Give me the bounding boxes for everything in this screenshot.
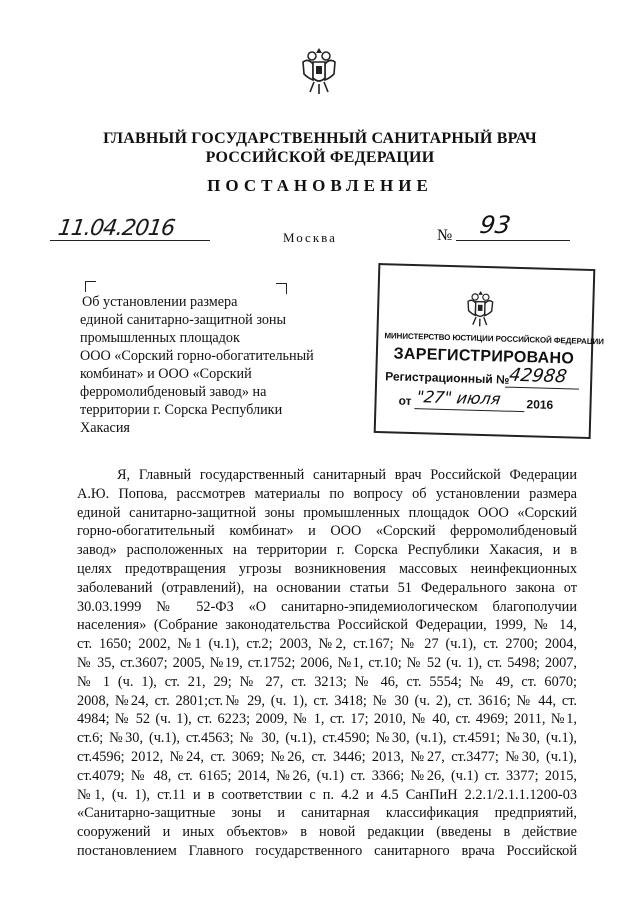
stamp-year: 2016 <box>526 397 554 412</box>
subject-line: Хакасия <box>80 420 130 436</box>
subject-line: ферромолибденовый завод» на <box>80 384 267 400</box>
body-line: «Санитарно-защитные зоны и санитарная классификация предприятий, <box>77 805 577 822</box>
body-line: ст.4079; № 48, ст. 6165; 2014, №26, (ч.1) ст. 3366; №26, (ч.1) ст. 3377; 2015, <box>77 767 577 784</box>
issuer-title-line1: ГЛАВНЫЙ ГОСУДАРСТВЕННЫЙ САНИТАРНЫЙ ВРАЧ <box>103 130 537 147</box>
body-line: 4984; № 52 (ч. 1), ст. 6223; 2009, № 1, ст. 17; 2010, № 40, ст. 4969; 2011, №1, <box>77 711 577 728</box>
body-line: №1, (ч. 1), ст.11 и в соответствии с п. 4.2 и 4.5 СанПиН 2.2.1/2.1.1.1200-03 <box>77 786 577 803</box>
document-number: 93 <box>478 211 513 239</box>
body-line: № 1 (ч. 1), ст. 21, 29; № 27, ст. 3213; № 46, ст. 5554; № 49, ст. 6070; <box>77 673 577 690</box>
document-date: 11.04.2016 <box>56 216 176 241</box>
stamp-date-handwritten: "27" июля <box>415 387 503 409</box>
stamp-date-prefix: от <box>398 393 412 408</box>
coat-of-arms-icon <box>300 44 338 96</box>
subject-line: комбинат» и ООО «Сорский <box>80 366 252 382</box>
body-line: населения» (Собрание законодательства Российской Федерации, 1999, № 14, <box>77 617 577 634</box>
stamp-coat-of-arms-icon <box>464 287 497 328</box>
number-underline <box>456 240 570 241</box>
stamp-ministry: МИНИСТЕРСТВО ЮСТИЦИИ РОССИЙСКОЙ ФЕДЕРАЦИИ <box>384 331 604 347</box>
issuer-title-line2: РОССИЙСКОЙ ФЕДЕРАЦИИ <box>205 149 435 166</box>
body-line: сооружений и иных объектов» в новой редакции (введены в действие <box>77 824 577 841</box>
stamp-status: ЗАРЕГИСТРИРОВАНО <box>393 345 575 368</box>
body-line: Я, Главный государственный санитарный врач Российской Федерации <box>117 467 577 483</box>
subject-corner-left <box>85 281 96 292</box>
body-line: горно-обогатительный комбинат» и ООО «Сорский ферромолибденовый <box>77 523 577 540</box>
document-subject <box>80 293 370 437</box>
document-city: Москва <box>283 230 337 245</box>
registration-stamp <box>374 263 604 439</box>
document-body <box>77 466 577 861</box>
body-line: А.Ю. Попова, рассмотрев материалы по вопросу об установлении размера <box>77 485 577 502</box>
body-line: заболеваний (отравлений), на основании статьи 51 Федерального закона от <box>77 579 577 596</box>
body-line: 30.03.1999 № 52-ФЗ «О санитарно-эпидемиологическом благополучии <box>77 598 577 615</box>
subject-line: ООО «Сорский горно-обогатительный <box>80 348 314 364</box>
body-line: завод» расположенных на территории г. Сорска Республики Хакасия, и в <box>77 542 577 559</box>
body-line: единой санитарно-защитной зоны промышленных площадок ООО «Сорский <box>77 504 577 521</box>
number-label: № <box>437 227 453 244</box>
subject-line: территории г. Сорска Республики <box>80 402 283 418</box>
stamp-date-underline <box>414 408 524 412</box>
date-underline <box>50 240 210 241</box>
stamp-reg-underline <box>505 387 579 390</box>
body-line: № 35, ст.3607; 2005, №19, ст.1752; 2006, №1, ст.10; № 52 (ч. 1), ст. 5498; 2007, <box>77 654 577 671</box>
subject-line: единой санитарно-защитной зоны <box>80 312 287 328</box>
body-line: ст. 1650; 2002, №1 (ч.1), ст.2; 2003, №2, ст.167; № 27 (ч.1), ст. 2700; 2004, <box>77 636 577 653</box>
stamp-reg-number: 42988 <box>507 364 569 388</box>
body-line: целях предотвращения угрозы возникновения массовых неинфекционных <box>77 560 577 577</box>
subject-line: Об установлении размера <box>82 294 238 310</box>
document-type: ПОСТАНОВЛЕНИЕ <box>207 176 433 195</box>
stamp-reg-label: Регистрационный № <box>385 369 510 387</box>
body-line: ст.4596; 2012, №24, ст. 3069; №26, ст. 3446; 2013, №27, ст.3477; №30, (ч.1), <box>77 748 577 765</box>
subject-line: промышленных площадок <box>80 330 240 346</box>
body-line: постановлением Главного государственного санитарного врача Российской <box>77 842 577 859</box>
body-line: 2008, №24, ст. 2801;ст.№ 29, (ч. 1), ст. 3418; № 30 (ч. 2), ст. 3616; № 44, ст. <box>77 692 577 709</box>
body-line: ст.6; №30, (ч.1), ст.4563; № 30, (ч.1), ст.4590; №30, (ч.1), ст.4591; №30, (ч.1), <box>77 730 577 747</box>
